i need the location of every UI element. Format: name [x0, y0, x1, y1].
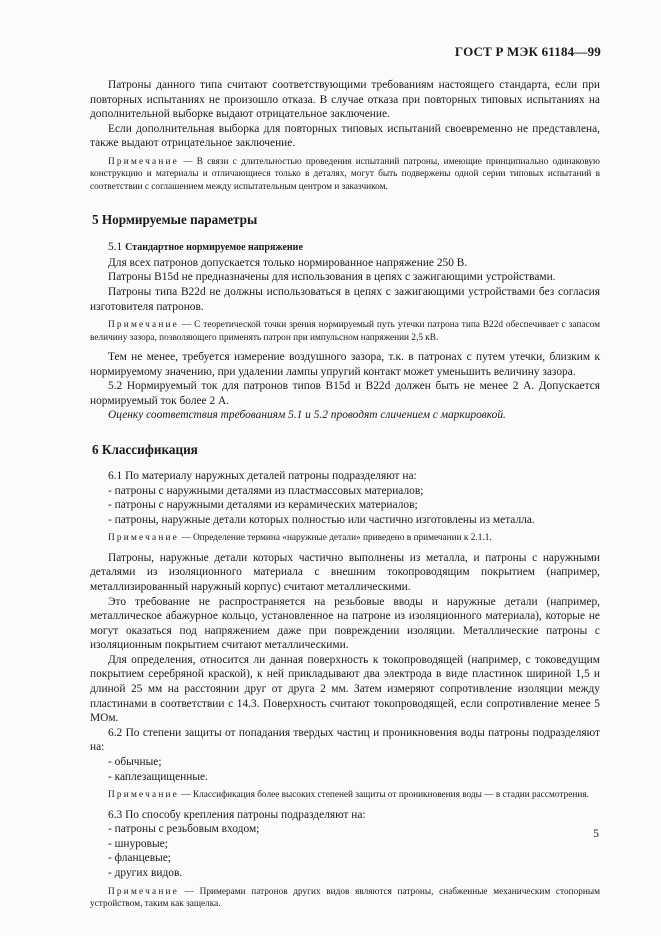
section-heading: 5 Нормируемые параметры	[92, 212, 258, 228]
paragraph: 5.2 Нормируемый ток для патронов типов B15d и B22d должен быть не менее 2 А. Допускается нормируемый ток более 2 А.	[90, 380, 600, 407]
note-text: — Классификация более высоких степеней защиты от проникновения воды — в стадии рассмотрения.	[179, 790, 589, 801]
paragraph: - патроны с наружными деталями из керамических материалов;	[108, 499, 418, 512]
paragraph: - каплезащищенные.	[108, 770, 208, 783]
italic-paragraph: Оценку соответствия требованиям 5.1 и 5.2 проводят сличением с маркировкой.	[108, 409, 506, 422]
paragraph: - фланцевые;	[108, 852, 171, 865]
paragraph: Это требование не распространяется на резьбовые вводы и наружные детали (например, металлическое абажурное кольцо, установленное на патроне из изоляционного материала), которые не могут оказаться под напряжением даже при повреждении изоляции. Металлические патроны с изоляционным покрытием считают металлическими.	[90, 595, 600, 652]
note-text: — В связи с длительностью проведения испытаний патроны, имеющие принципиально одинаковую конструкцию и материалы и отличающиеся только в деталях, могут быть подвержены одной серии типовых испытаний в соответствии с соглашением между испытательным центром и заказчиком.	[90, 156, 600, 192]
subsection-number: 5.1	[108, 241, 126, 254]
paragraph: - шнуровые;	[108, 837, 168, 850]
note-paragraph	[90, 532, 600, 544]
paragraph: - других видов.	[108, 867, 183, 879]
note-paragraph	[90, 886, 600, 911]
subsection-title: Стандартное нормируемое напряжение	[125, 242, 303, 254]
page-number: 5	[593, 828, 599, 840]
note-text: — Примерами патронов других видов являются патроны, снабженные механическим стопорным устройством, таким как защелка.	[90, 886, 600, 909]
document-body	[90, 78, 600, 910]
note-text: — С теоретической точки зрения нормируемый путь утечки патрона типа B22d обеспечивает с запасом величину зазора, позволяющего применять патрон при импульсном напряжении 2,5 кВ.	[90, 320, 600, 343]
note-label: Примечание	[108, 790, 179, 801]
note-paragraph	[90, 319, 600, 344]
note-label: Примечание	[108, 533, 179, 544]
subsection-heading	[90, 240, 600, 256]
note-text: — Определение термина «наружные детали» приведено в примечании к 2.1.1.	[179, 533, 492, 544]
paragraph: Патроны данного типа считают соответствующими требованиям настоящего стандарта, если при повторных испытаниях не произошло отказа. В случае отказа при повторных типовых испытаниях на дополнительной выборке выдают отрицательное заключение.	[90, 79, 600, 121]
paragraph: - обычные;	[108, 756, 162, 769]
paragraph: 6.2 По степени защиты от попадания твердых частиц и проникновения воды патроны подразделяют на:	[90, 726, 600, 754]
paragraph: - патроны с наружными деталями из пластмассовых материалов;	[108, 484, 424, 497]
paragraph: - патроны, наружные детали которых полностью или частично изготовлены из металла.	[108, 513, 535, 526]
paragraph: Тем не менее, требуется измерение воздушного зазора, т.к. в патронах с путем утечки, близким к нормируемому значению, при удалении лампы упругий контакт может уменьшить величину зазора.	[90, 350, 600, 378]
paragraph: - патроны с резьбовым входом;	[108, 823, 260, 836]
paragraph: 6.3 По способу крепления патроны подразделяют на:	[108, 808, 366, 821]
note-label: Примечание	[108, 886, 179, 897]
paragraph: Для всех патронов допускается только нормированное напряжение 250 В.	[108, 256, 468, 269]
paragraph: 6.1 По материалу наружных деталей патроны подразделяют на:	[108, 469, 417, 482]
paragraph: Если дополнительная выборка для повторных типовых испытаний своевременно не представлена, также выдают отрицательное заключение.	[90, 122, 600, 150]
note-label: Примечание	[108, 320, 179, 331]
paragraph: Патроны типа B22d не должны использоваться в цепях с зажигающими устройствами без согласия изготовителя патронов.	[90, 285, 600, 313]
document-header: ГОСТ Р МЭК 61184—99	[454, 44, 601, 59]
note-paragraph	[90, 789, 600, 801]
paragraph: Для определения, относится ли данная поверхность к токопроводящей (например, с токоведущим покрытием серебряной краской), к ней прикладывают два электрода в виде пластинок шириной 1,5 и длиной 25 мм на расстоянии друг от друга 2 мм. Затем измеряют сопротивление изоляции между пластинами в соответствии с 14.3. Поверхность считают токопроводящей, если сопротивление менее 5 МОм.	[90, 653, 600, 725]
paragraph: Патроны, наружные детали которых частично выполнены из металла, и патроны с наружными деталями из изоляционного материала с внешним токопроводящим покрытием (например, металлизированный наружный корпус) считают металлическими.	[90, 551, 600, 593]
note-label: Примечание	[108, 156, 179, 167]
paragraph: Патроны B15d не предназначены для использования в цепях с зажигающими устройствами.	[108, 271, 556, 284]
note-paragraph	[90, 156, 600, 193]
section-heading: 6 Классификация	[92, 441, 198, 457]
